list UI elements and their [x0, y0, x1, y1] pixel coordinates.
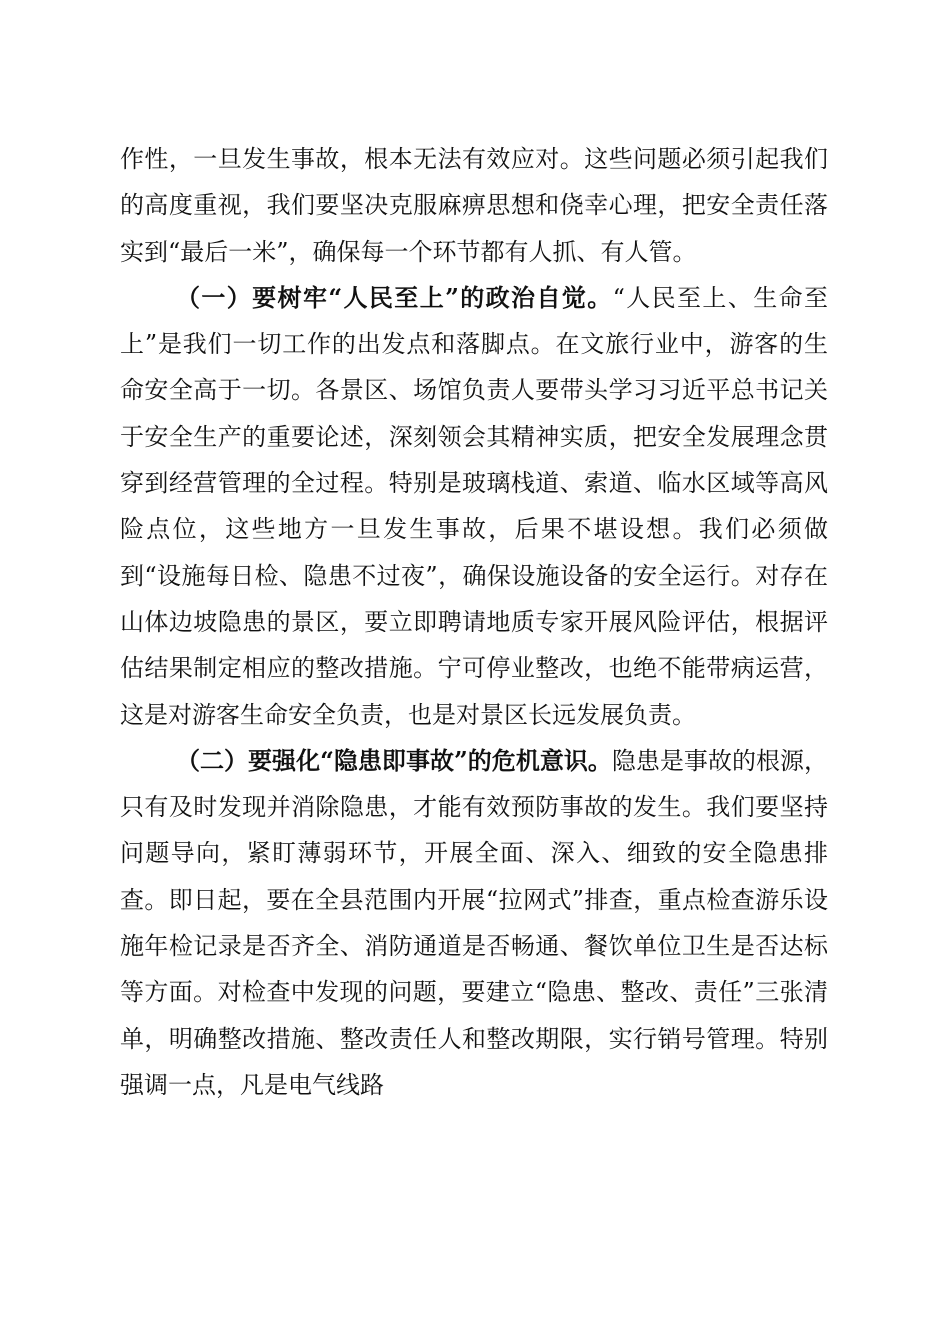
document-body	[120, 136, 828, 1108]
paragraph-text: “人民至上、生命至上”是我们一切工作的出发点和落脚点。在文旅行业中，游客的生命安全高于一切。各景区、场馆负责人要带头学习习近平总书记关于安全生产的重要论述，深刻领会其精神实质，把安全发展理念贯穿到经营管理的全过程。特别是玻璃栈道、索道、临水区域等高风险点位，这些地方一旦发生事故，后果不堪设想。我们必须做到“设施每日检、隐患不过夜”，确保设施设备的安全运行。对存在山体边坡隐患的景区，要立即聘请地质专家开展风险评估，根据评估结果制定相应的整改措施。宁可停业整改，也绝不能带病运营，这是对游客生命安全负责，也是对景区长远发展负责。	[120, 283, 828, 729]
paragraph-section-2	[120, 738, 828, 1108]
paragraph-section-1	[120, 275, 828, 738]
paragraph-continuation	[120, 136, 828, 275]
paragraph-text: 作性，一旦发生事故，根本无法有效应对。这些问题必须引起我们的高度重视，我们要坚决克服麻痹思想和侥幸心理，把安全责任落实到“最后一米”，确保每一个环节都有人抓、有人管。	[120, 145, 828, 266]
section-heading: （二）要强化“隐患即事故”的危机意识。	[176, 745, 612, 775]
paragraph-text: 隐患是事故的根源，只有及时发现并消除隐患，才能有效预防事故的发生。我们要坚持问题导向，紧盯薄弱环节，开展全面、深入、细致的安全隐患排查。即日起，要在全县范围内开展“拉网式”排查，重点检查游乐设施年检记录是否齐全、消防通道是否畅通、餐饮单位卫生是否达标等方面。对检查中发现的问题，要建立“隐患、整改、责任”三张清单，明确整改措施、整改责任人和整改期限，实行销号管理。特别强调一点，凡是电气线路	[120, 746, 829, 1099]
section-heading: （一）要树牢“人民至上”的政治自觉。	[176, 282, 613, 312]
